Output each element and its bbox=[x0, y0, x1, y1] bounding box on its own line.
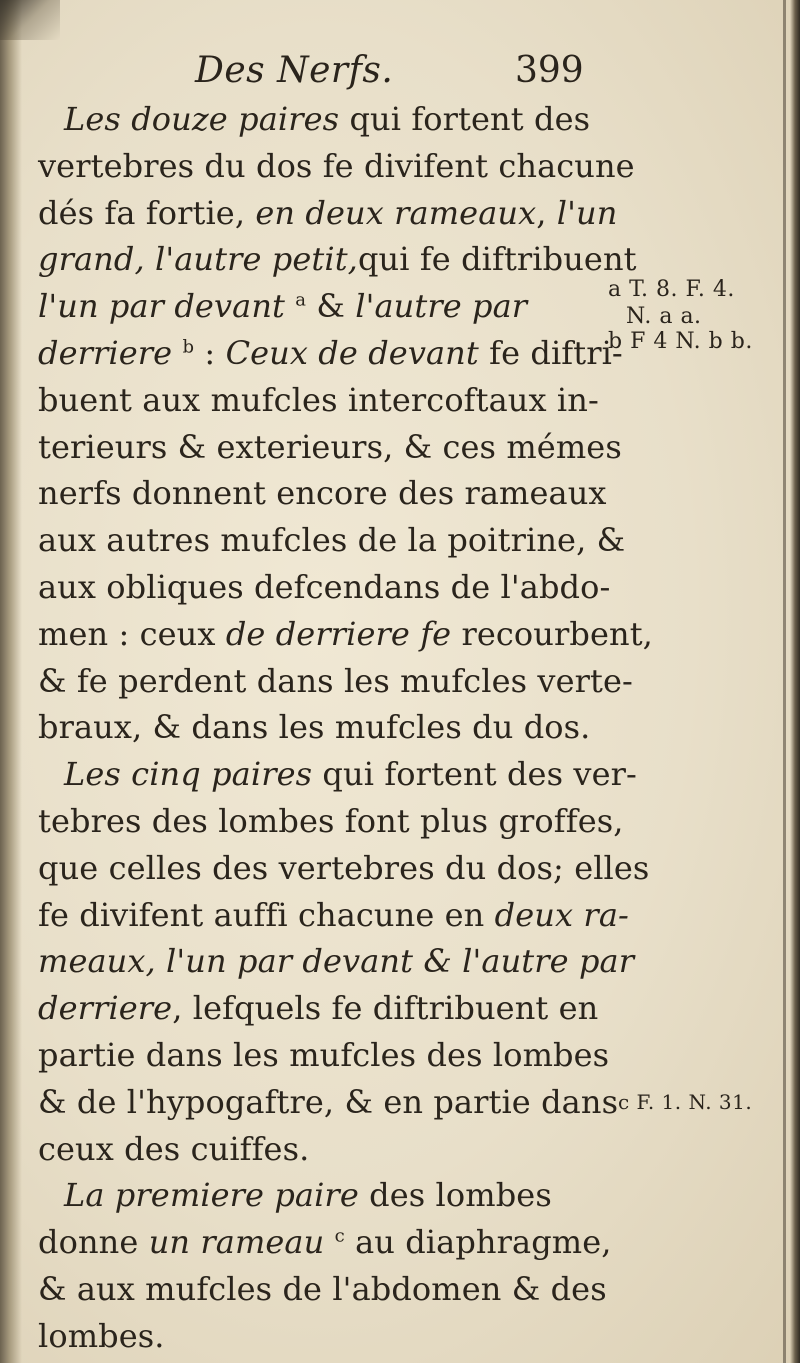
text-run: en deux rameaux bbox=[255, 193, 537, 232]
text-run: : bbox=[194, 333, 226, 372]
text-run: grand, l'autre petit, bbox=[38, 240, 358, 279]
text-run: au diaphragme, bbox=[344, 1223, 612, 1262]
text-line bbox=[38, 377, 608, 424]
text-run bbox=[324, 1223, 334, 1261]
text-run: un rameau bbox=[148, 1223, 325, 1262]
text-run: & fe perdent dans les mufcles verte- bbox=[38, 661, 633, 700]
text-line bbox=[38, 330, 623, 377]
text-run: partie dans les mufcles des lombes bbox=[38, 1035, 610, 1074]
text-run: de derriere fe bbox=[225, 614, 452, 653]
page-number: 399 bbox=[515, 50, 584, 91]
text-run: braux, & dans les mufcles du dos. bbox=[38, 708, 591, 747]
text-line bbox=[38, 470, 608, 517]
page-gutter-shadow bbox=[0, 0, 22, 1363]
running-title: Des Nerfs. bbox=[195, 50, 394, 91]
text-line bbox=[38, 845, 650, 892]
text-run: , lefquels fe diftribuent en bbox=[172, 989, 599, 1028]
text-run: Ceux de devant bbox=[225, 333, 479, 372]
text-run: l'un bbox=[556, 193, 618, 232]
text-run: derriere bbox=[38, 333, 183, 372]
text-line bbox=[38, 283, 608, 330]
text-run: vertebres du dos fe divifent chacune bbox=[38, 146, 635, 185]
margin-note-ab bbox=[608, 277, 753, 354]
text-run: derriere bbox=[38, 989, 173, 1028]
paragraph bbox=[38, 751, 650, 1172]
text-run: fe divifent auffi chacune en bbox=[38, 895, 495, 934]
text-run: & bbox=[306, 287, 356, 326]
text-run: dés fa fortie, bbox=[38, 193, 256, 232]
text-run: l'autre par bbox=[355, 287, 528, 326]
text-run: Les cinq paires bbox=[64, 755, 313, 794]
running-head bbox=[195, 50, 584, 100]
text-run: tebres des lombes font plus groffes, bbox=[38, 801, 624, 840]
text-line bbox=[38, 564, 611, 611]
text-line bbox=[38, 143, 635, 190]
text-line bbox=[38, 751, 637, 798]
text-run: recourbent, bbox=[451, 614, 653, 653]
text-line bbox=[38, 798, 624, 845]
text-line bbox=[38, 985, 608, 1032]
margin-note-a-line2: N. a a. bbox=[626, 304, 702, 329]
text-line bbox=[38, 1032, 608, 1079]
page-corner-shadow bbox=[0, 0, 60, 40]
margin-note-c-line: c F. 1. N. 31. bbox=[618, 1090, 753, 1114]
text-run: que celles des vertebres du dos; elles bbox=[38, 848, 650, 887]
text-run: buent aux mufcles intercoftaux in- bbox=[38, 380, 599, 419]
text-run: ceux des cuiffes. bbox=[38, 1129, 310, 1168]
margin-notes bbox=[608, 0, 798, 1363]
text-line bbox=[38, 1313, 608, 1360]
footnote-marker: a bbox=[295, 289, 307, 311]
paragraph bbox=[38, 1172, 612, 1359]
text-line bbox=[38, 517, 626, 564]
margin-note-a-line1: a T. 8. F. 4. bbox=[608, 277, 735, 302]
text-run: & de l'hypogaftre, & en partie dans bbox=[38, 1082, 619, 1121]
text-line bbox=[38, 1266, 608, 1313]
footnote-marker: b bbox=[182, 336, 195, 358]
text-run: donne bbox=[38, 1223, 149, 1262]
text-run: La premiere paire bbox=[64, 1176, 359, 1215]
body-text bbox=[38, 96, 653, 1360]
text-run: qui fortent des bbox=[339, 100, 591, 138]
margin-note-b-line: b F 4 N. b b. bbox=[608, 329, 753, 354]
text-run: deux ra- bbox=[494, 895, 629, 934]
paragraph bbox=[38, 96, 653, 751]
text-run: terieurs & exterieurs, & ces mémes bbox=[38, 427, 622, 466]
text-run: nerfs donnent encore des rameaux bbox=[38, 474, 607, 513]
text-line bbox=[38, 1219, 612, 1266]
text-line bbox=[38, 892, 629, 939]
text-line bbox=[38, 611, 653, 658]
text-run: aux obliques defcendans de l'abdo- bbox=[38, 567, 611, 606]
text-line bbox=[38, 190, 618, 237]
text-line bbox=[38, 1079, 619, 1126]
margin-note-c bbox=[618, 1090, 752, 1114]
text-run: douze paires bbox=[131, 100, 340, 138]
text-line bbox=[38, 424, 622, 471]
text-line bbox=[38, 96, 608, 143]
text-line bbox=[38, 704, 608, 751]
text-run: l'un par devant bbox=[38, 287, 296, 326]
text-line bbox=[38, 938, 635, 985]
text-line bbox=[38, 1172, 608, 1219]
text-run: des lombes bbox=[358, 1176, 552, 1215]
text-run: lombes. bbox=[38, 1316, 165, 1355]
text-run: fe diftri- bbox=[478, 333, 623, 372]
text-run: aux autres mufcles de la poitrine, & bbox=[38, 521, 626, 560]
text-run: Les bbox=[64, 100, 132, 138]
text-run: men : ceux bbox=[38, 614, 226, 653]
text-line bbox=[38, 236, 637, 283]
text-run: meaux, l'un par devant & l'autre par bbox=[38, 942, 635, 981]
text-line bbox=[38, 658, 633, 705]
text-run: qui fe diftribuent bbox=[357, 240, 637, 279]
text-run: qui fortent des ver- bbox=[312, 755, 637, 794]
footnote-marker: c bbox=[334, 1225, 345, 1247]
text-run: , bbox=[536, 193, 557, 232]
text-run: & aux mufcles de l'abdomen & des bbox=[38, 1269, 607, 1308]
text-line bbox=[38, 1126, 608, 1173]
